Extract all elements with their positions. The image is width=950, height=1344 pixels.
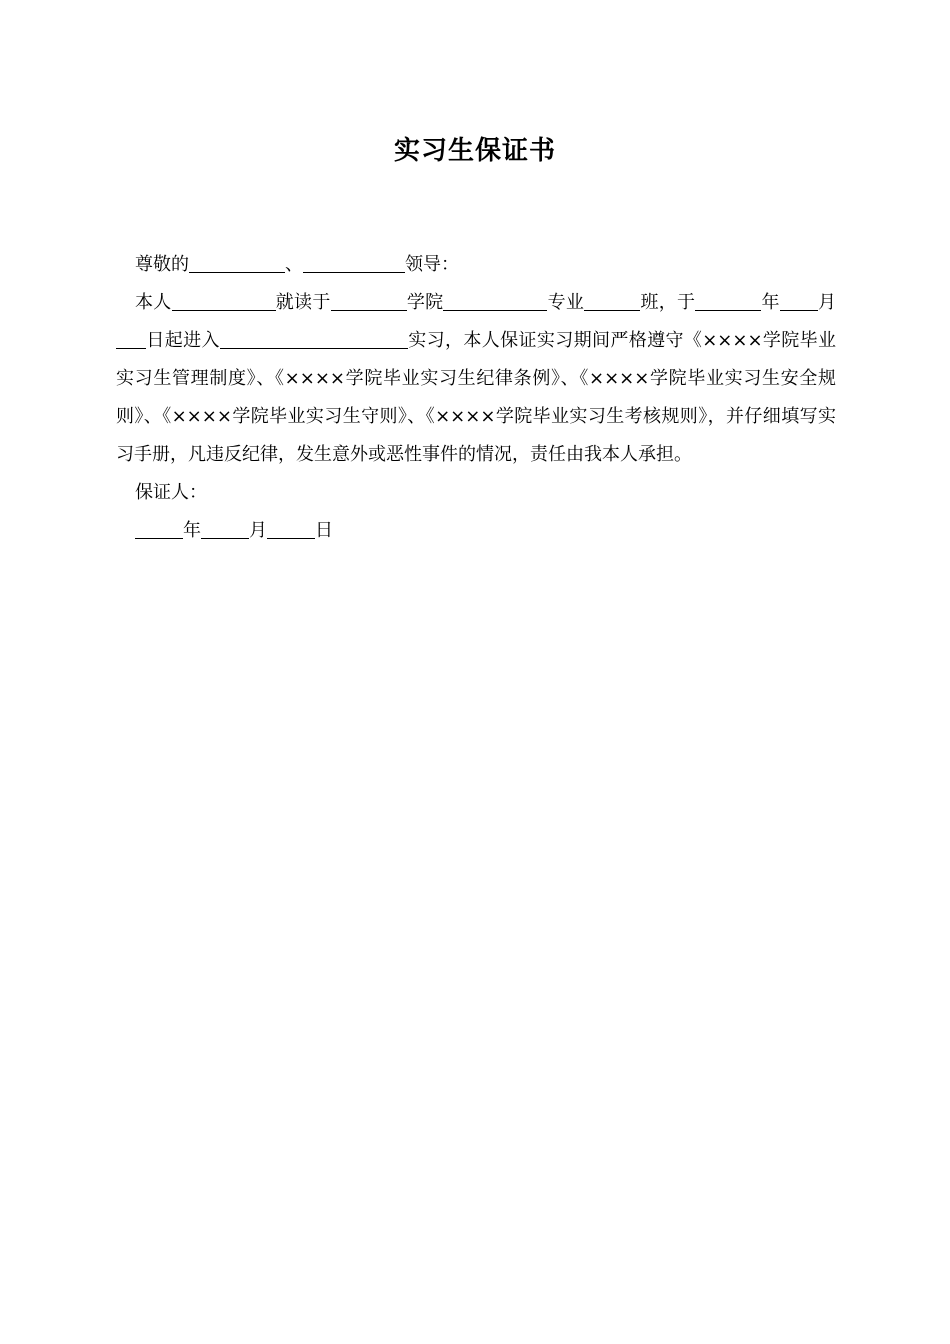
pledge-text-6: 年 <box>761 292 780 313</box>
date-month-label: 月 <box>249 520 267 541</box>
document-title: 实习生保证书 <box>393 136 556 166</box>
date-month-blank <box>201 516 249 539</box>
name-blank <box>172 288 276 311</box>
document-body <box>116 246 836 550</box>
pledge-text-5: 班，于 <box>640 292 696 313</box>
school-blank <box>331 288 407 311</box>
pledge-text-9: 实习，本人保证实习期间严格遵守《××××学院毕业实习生管理制度》、《××××学院毕业实习生纪律条例》、《××××学院毕业实习生安全规则》、《××××学院毕业实习生守则》、《××××学院毕业实习生考核规则》，并仔细填写实习手册，凡违反纪律，发生意外或恶性事件的情况，责任由我本人承担。 <box>116 330 837 465</box>
date-day-blank <box>267 516 315 539</box>
guarantor-label: 保证人： <box>135 482 207 503</box>
unit-blank <box>220 326 408 349</box>
salutation-separator: 、 <box>285 254 303 275</box>
pledge-text-2: 就读于 <box>275 292 331 313</box>
start-month-blank <box>780 288 818 311</box>
salutation-suffix: 领导： <box>405 254 459 275</box>
pledge-text-1: 本人 <box>135 292 172 313</box>
date-year-label: 年 <box>183 520 201 541</box>
date-year-blank <box>135 516 183 539</box>
start-year-blank <box>695 288 761 311</box>
guarantor-line <box>116 474 836 512</box>
salutation-blank-1 <box>189 250 285 273</box>
salutation-blank-2 <box>303 250 405 273</box>
major-blank <box>443 288 547 311</box>
pledge-text-7: 月 <box>817 292 837 313</box>
date-day-label: 日 <box>315 520 333 541</box>
pledge-text-8: 日起进入 <box>146 330 220 351</box>
start-day-blank <box>116 326 146 349</box>
date-line <box>116 512 836 550</box>
pledge-text-3: 学院 <box>406 292 444 313</box>
salutation-line <box>116 246 836 284</box>
class-blank <box>584 288 640 311</box>
pledge-paragraph <box>116 284 836 474</box>
salutation-prefix: 尊敬的 <box>135 254 189 275</box>
pledge-text-4: 专业 <box>547 292 585 313</box>
